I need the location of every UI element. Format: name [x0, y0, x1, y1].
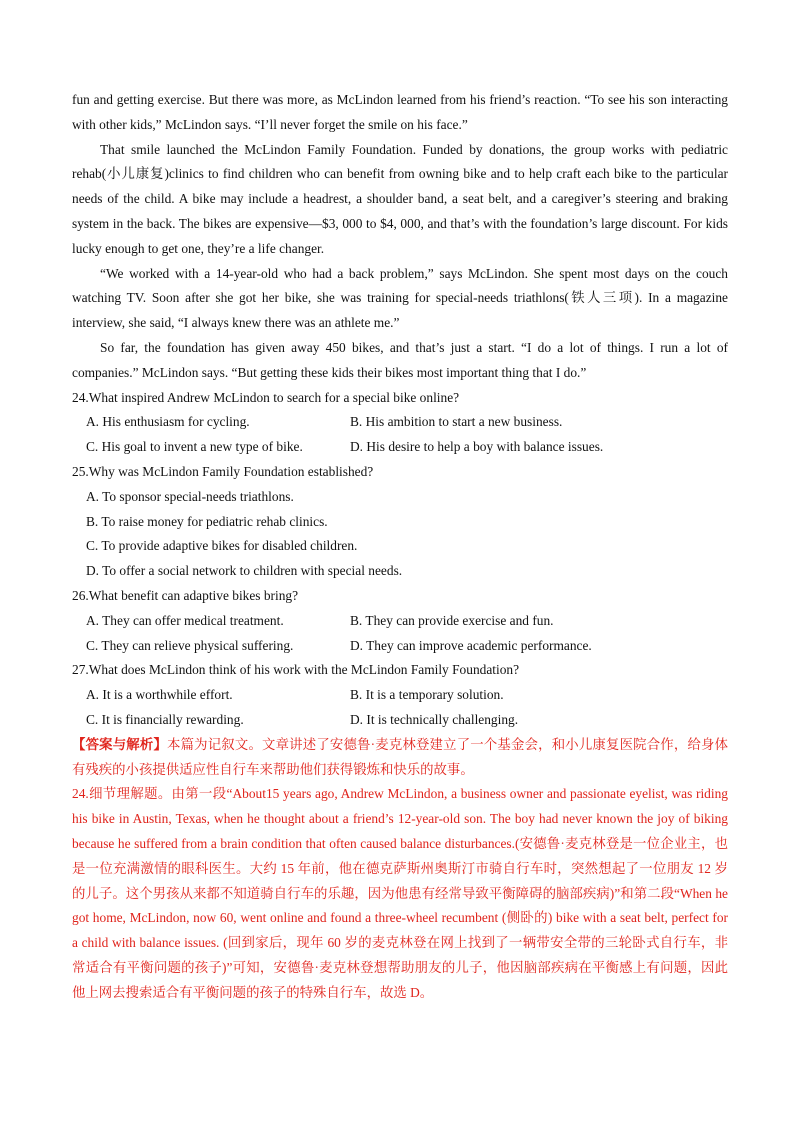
option-d: D. They can improve academic performance.	[350, 637, 592, 653]
option-d: D. It is technically challenging.	[350, 711, 519, 727]
option-b: B. His ambition to start a new business.	[350, 414, 563, 430]
question-stem: 24.What inspired Andrew McLindon to search for a special bike online?	[72, 389, 460, 405]
question-24	[72, 386, 728, 460]
passage-paragraph-2: That smile launched the McLindon Family Foundation. Funded by donations, the group works with pediatric rehab(小儿康复)clinics to find children who can benefit from owning bike and to help craft each bike to the particular needs of the child. A bike may include a headrest, a shoulder band, a seat belt, and a caregiver’s steering and braking system in the back. The bikes are expensive—$3, 000 to $4, 000, and that’s with the foundation’s large discount. For kids lucky enough to get one, they’re a life changer.	[72, 141, 728, 256]
question-stem: 27.What does McLindon think of his work with the McLindon Family Foundation?	[72, 662, 520, 678]
option-a: A. To sponsor special-needs triathlons.	[86, 488, 294, 504]
option-a: A. His enthusiasm for cycling.	[86, 414, 250, 430]
question-25	[72, 460, 728, 584]
answer-summary	[72, 733, 728, 783]
answer-heading: 【答案与解析】	[72, 736, 168, 752]
option-c: C. It is financially rewarding.	[86, 711, 244, 727]
option-a: A. It is a worthwhile effort.	[86, 687, 233, 703]
options-row	[72, 708, 728, 733]
option-c: C. To provide adaptive bikes for disabled children.	[86, 538, 358, 554]
options-row	[72, 435, 728, 460]
options-row	[72, 634, 728, 659]
passage-paragraph-1: fun and getting exercise. But there was more, as McLindon learned from his friend’s reaction. “To see his son interacting with other kids,” McLindon says. “I’ll never forget the smile on his face.”	[72, 92, 728, 132]
question-stem: 25.Why was McLindon Family Foundation established?	[72, 463, 374, 479]
passage-paragraph-4: So far, the foundation has given away 450 bikes, and that’s just a start. “I do a lot of things. I run a lot of companies.” McLindon says. “But getting these kids their bikes most important thing that I do.”	[72, 339, 728, 380]
answer-summary-text: 本篇为记叙文。文章讲述了安德鲁·麦克林登建立了一个基金会，和小儿康复医院合作，给身体有残疾的小孩提供适应性自行车来帮助他们获得锻炼和快乐的故事。	[72, 736, 728, 777]
question-stem: 26.What benefit can adaptive bikes bring?	[72, 587, 299, 603]
option-b: B. It is a temporary solution.	[350, 687, 504, 703]
option-b: B. They can provide exercise and fun.	[350, 612, 554, 628]
options-row	[72, 410, 728, 435]
answer-explanation: 24.细节理解题。由第一段“About15 years ago, Andrew McLindon, a business owner and passionate eyelist, was riding his bike in Austin, Texas, when he thought about a friend’s 12-year-old son. The boy had never known the joy of biking because he suffered from a brain condition that often caused balance disturbances.(安德鲁·麦克林登是一位企业主，也是一位充满激情的眼科医生。大约 15 年前，他在德克萨斯州奥斯汀市骑自行车时，突然想起了一位朋友 12 岁的儿子。这个男孩从来都不知道骑自行车的乐趣，因为他患有经常导致平衡障碍的脑部疾病)”和第二段“When he got home, McLindon, now 60, went online and found a three-wheel recumbent (侧卧的) bike with a seat belt, perfect for a child with balance issues. (回到家后，现年 60 岁的麦克林登在网上找到了一辆带安全带的三轮卧式自行车，非常适合有平衡问题的孩子)”可知，安德鲁·麦克林登想帮助朋友的儿子，他因脑部疾病在平衡感上有问题，因此他上网去搜索适合有平衡问题的孩子的特殊自行车，故选 D。	[72, 786, 728, 1000]
option-b: B. To raise money for pediatric rehab clinics.	[86, 513, 328, 529]
option-a: A. They can offer medical treatment.	[86, 612, 284, 628]
document-page	[72, 88, 728, 1005]
option-d: D. His desire to help a boy with balance issues.	[350, 439, 604, 455]
options-row	[72, 609, 728, 634]
option-c: C. His goal to invent a new type of bike.	[86, 439, 303, 455]
options-row	[72, 683, 728, 708]
question-27	[72, 658, 728, 732]
question-26	[72, 584, 728, 658]
option-d: D. To offer a social network to children with special needs.	[86, 563, 403, 579]
passage-paragraph-3: “We worked with a 14-year-old who had a back problem,” says McLindon. She spent most days on the couch watching TV. Soon after she got her bike, she was training for special-needs triathlons(铁人三项). In a magazine interview, she said, “I always knew there was an athlete me.”	[72, 265, 728, 331]
option-c: C. They can relieve physical suffering.	[86, 637, 294, 653]
